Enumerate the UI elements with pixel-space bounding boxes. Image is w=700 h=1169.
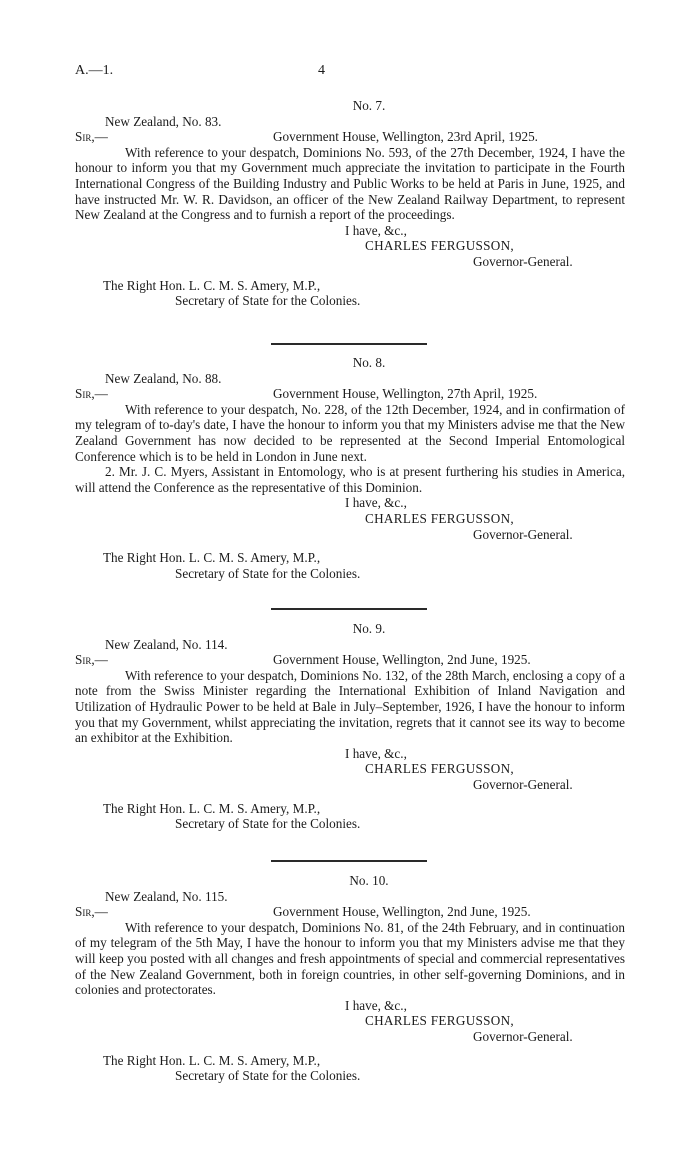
- despatch-number: No. 9.: [352, 621, 386, 636]
- signer-title: Governor-General.: [473, 253, 573, 269]
- despatch-number: No. 8.: [352, 355, 386, 370]
- despatch-no-9: [75, 621, 625, 832]
- addressee-name: The Right Hon. L. C. M. S. Amery, M.P.,: [103, 550, 321, 566]
- salutation: Sir,—: [75, 386, 108, 402]
- new-zealand-reference: New Zealand, No. 115.: [105, 888, 228, 904]
- signer-title: Governor-General.: [473, 776, 573, 792]
- closing: I have, &c.,: [345, 495, 407, 511]
- signer-name: CHARLES FERGUSSON,: [365, 1013, 515, 1029]
- signer-name: CHARLES FERGUSSON,: [365, 510, 515, 526]
- salutation: Sir,—: [75, 129, 108, 145]
- closing: I have, &c.,: [345, 997, 407, 1013]
- addressee-name: The Right Hon. L. C. M. S. Amery, M.P.,: [103, 277, 321, 293]
- closing: I have, &c.,: [345, 222, 407, 238]
- signer-title: Governor-General.: [473, 1028, 573, 1044]
- despatch-paragraph: With reference to your despatch, Dominions No. 132, of the 28th March, enclosing a copy of a note from the Swiss Minister regarding the International Exhibition of Inland Navigation and Utilization of Hydraulic Power to be held at Bale in July–September, 1926, I have the honour to inform you that my Government, whilst appreciating the invitation, regrets that it cannot see its way to become an exhibitor at the Exhibition.: [75, 667, 625, 746]
- place-and-date: Government House, Wellington, 23rd April, 1925.: [273, 129, 538, 145]
- addressee-office: Secretary of State for the Colonies.: [175, 1068, 361, 1084]
- new-zealand-reference: New Zealand, No. 114.: [105, 636, 228, 652]
- despatch-no-7: [75, 98, 625, 309]
- page-number: 4: [318, 63, 325, 78]
- despatch-number: No. 7.: [352, 98, 386, 113]
- despatch-no-10: [75, 873, 625, 1084]
- place-and-date: Government House, Wellington, 2nd June, 1925.: [273, 652, 531, 668]
- section-divider: [271, 860, 427, 862]
- place-and-date: Government House, Wellington, 2nd June, 1925.: [273, 904, 531, 920]
- despatch-paragraph: With reference to your despatch, Dominions No. 81, of the 24th February, and in continuation of my telegram of the 5th May, I have the honour to inform you that my Ministers advise me that they will keep you posted with all changes and fresh appointments of special and commercial representatives of the New Zealand Government, both in foreign countries, in other self-governing Dominions, and in colonies and protectorates.: [75, 919, 625, 998]
- signer-title: Governor-General.: [473, 526, 573, 542]
- despatch-paragraph: 2. Mr. J. C. Myers, Assistant in Entomology, who is at present furthering his studies in America, will attend the Conference as the representative of this Dominion.: [75, 464, 625, 495]
- despatch-paragraph: With reference to your despatch, No. 228, of the 12th December, 1924, and in confirmation of my telegram of to-day's date, I have the honour to inform you that my Ministers advise me that the New Zealand Government has now decided to be represented at the Second Imperial Entomological Conference which is to be held in London in June next.: [75, 401, 625, 464]
- parliamentary-paper-reference: A.—1.: [75, 63, 114, 78]
- new-zealand-reference: New Zealand, No. 88.: [105, 370, 222, 386]
- addressee-office: Secretary of State for the Colonies.: [175, 816, 361, 832]
- addressee-name: The Right Hon. L. C. M. S. Amery, M.P.,: [103, 800, 321, 816]
- signer-name: CHARLES FERGUSSON,: [365, 761, 515, 777]
- addressee-office: Secretary of State for the Colonies.: [175, 565, 361, 581]
- despatch-number: No. 10.: [349, 873, 389, 888]
- place-and-date: Government House, Wellington, 27th April, 1925.: [273, 386, 538, 402]
- addressee-office: Secretary of State for the Colonies.: [175, 293, 361, 309]
- addressee-name: The Right Hon. L. C. M. S. Amery, M.P.,: [103, 1052, 321, 1068]
- new-zealand-reference: New Zealand, No. 83.: [105, 113, 222, 129]
- section-divider: [271, 608, 427, 610]
- despatch-no-8: [75, 355, 625, 581]
- salutation: Sir,—: [75, 904, 108, 920]
- salutation: Sir,—: [75, 652, 108, 668]
- closing: I have, &c.,: [345, 745, 407, 761]
- despatch-paragraph: With reference to your despatch, Dominions No. 593, of the 27th December, 1924, I have the honour to inform you that my Government much appreciate the invitation to participate in the Fourth International Congress of the Building Industry and Public Works to be held at Paris in June, 1925, and have instructed Mr. W. R. Davidson, an officer of the New Zealand Railway Department, to represent New Zealand at the Congress and to furnish a report of the proceedings.: [75, 144, 625, 223]
- section-divider: [271, 343, 427, 345]
- signer-name: CHARLES FERGUSSON,: [365, 238, 515, 254]
